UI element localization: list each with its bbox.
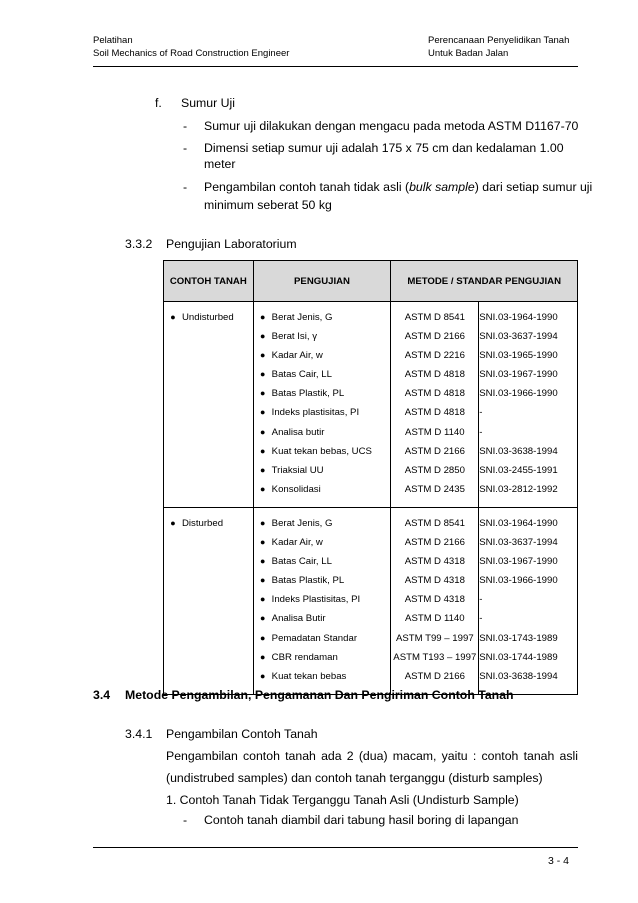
test-name: Batas Plastik, PL bbox=[271, 575, 345, 587]
test-name: Indeks plastisitas, PI bbox=[271, 407, 360, 419]
sub-341-item1: 1. Contoh Tanah Tidak Terganggu Tanah Asli (Undisturb Sample) bbox=[166, 793, 519, 807]
col-header-sample: CONTOH TANAH bbox=[164, 261, 254, 302]
test-item bbox=[254, 571, 391, 590]
table-group-disturbed bbox=[164, 507, 578, 694]
test-name: Batas Cair, LL bbox=[271, 369, 332, 381]
test-name: CBR rendaman bbox=[271, 651, 338, 663]
astm-standard: ASTM D 2166 bbox=[404, 331, 465, 343]
header-left bbox=[93, 34, 289, 60]
test-cell bbox=[253, 507, 391, 694]
bullet-icon: ● bbox=[259, 407, 266, 418]
astm-standard: ASTM D 2216 bbox=[404, 350, 465, 362]
astm-cell bbox=[391, 302, 479, 508]
test-name: Pemadatan Standar bbox=[271, 632, 358, 644]
test-name: Kuat tekan bebas bbox=[271, 670, 347, 682]
bullet-icon: ● bbox=[259, 651, 266, 662]
lab-section-title: Pengujian Laboratorium bbox=[166, 237, 297, 251]
header-right-line1: Perencanaan Penyelidikan Tanah bbox=[428, 35, 570, 46]
astm-standard: ASTM D 2166 bbox=[404, 670, 465, 682]
sumur-dash-1: - bbox=[183, 119, 188, 133]
test-item bbox=[254, 648, 391, 667]
sni-standard: SNI.03-3638-1994 bbox=[479, 445, 558, 457]
bullet-icon: ● bbox=[259, 594, 266, 605]
astm-cell bbox=[391, 507, 479, 694]
bullet-icon: ● bbox=[259, 556, 266, 567]
test-name: Berat Jenis, G bbox=[271, 312, 333, 323]
test-item bbox=[254, 365, 391, 384]
sample-cell bbox=[164, 507, 254, 694]
bullet-icon: ● bbox=[259, 312, 266, 322]
sni-standard: SNI.03-1964-1990 bbox=[479, 312, 558, 323]
sample-type: Undisturbed bbox=[182, 312, 234, 323]
footer-rule bbox=[93, 847, 578, 848]
sni-standard: SNI.03-1966-1990 bbox=[479, 388, 558, 400]
sub-341-para-line1: Pengambilan contoh tanah ada 2 (dua) macam, yaitu : contoh tanah asli bbox=[166, 749, 578, 763]
section-34-number: 3.4 bbox=[93, 688, 111, 702]
sni-standard: SNI.03-1966-1990 bbox=[479, 575, 558, 587]
bullet-icon: ● bbox=[259, 537, 266, 548]
lab-section-number: 3.3.2 bbox=[125, 237, 153, 251]
astm-standard: ASTM D 8541 bbox=[404, 517, 465, 529]
bullet-icon: ● bbox=[259, 632, 266, 643]
astm-standard: ASTM D 4818 bbox=[404, 369, 465, 381]
sumur-dash-3: - bbox=[183, 180, 188, 194]
astm-standard: ASTM D 4318 bbox=[404, 556, 465, 568]
test-item bbox=[254, 346, 391, 365]
bullet-icon: ● bbox=[259, 575, 266, 586]
test-item bbox=[254, 609, 391, 628]
header-rule bbox=[93, 66, 578, 67]
astm-standard: ASTM D 2850 bbox=[404, 464, 465, 476]
test-item bbox=[254, 629, 391, 648]
test-item bbox=[254, 403, 391, 422]
sni-standard: - bbox=[479, 613, 483, 625]
bullet-icon: ● bbox=[170, 312, 176, 322]
sni-cell bbox=[479, 507, 578, 694]
test-name: Kuat tekan bebas, UCS bbox=[271, 445, 372, 457]
test-item bbox=[254, 461, 391, 480]
sub-341-title: Pengambilan Contoh Tanah bbox=[166, 727, 318, 741]
bullet-icon: ● bbox=[259, 388, 266, 399]
test-item bbox=[254, 552, 391, 571]
sni-standard: SNI.03-1964-1990 bbox=[479, 517, 558, 529]
test-name: Indeks Plastisitas, PI bbox=[271, 594, 361, 606]
astm-standard: ASTM D 4318 bbox=[404, 594, 465, 606]
test-name: Konsolidasi bbox=[271, 483, 321, 495]
sni-standard: SNI.03-1967-1990 bbox=[479, 556, 558, 568]
test-item bbox=[254, 327, 391, 346]
astm-standard: ASTM D 4818 bbox=[404, 407, 465, 419]
header-right-line2: Untuk Badan Jalan bbox=[428, 48, 509, 59]
bullet-icon: ● bbox=[259, 331, 266, 342]
sni-standard: SNI.03-1744-1989 bbox=[479, 651, 558, 663]
test-name: Batas Plastik, PL bbox=[271, 388, 345, 400]
test-item bbox=[254, 514, 391, 533]
sni-standard: SNI.03-3637-1994 bbox=[479, 537, 558, 549]
test-item bbox=[254, 590, 391, 609]
col-header-method: METODE / STANDAR PENGUJIAN bbox=[391, 261, 578, 302]
sumur-item-3-line2: minimum seberat 50 kg bbox=[204, 198, 332, 212]
test-name: Berat Isi, γ bbox=[271, 331, 317, 343]
test-item bbox=[254, 442, 391, 461]
test-name: Analisa Butir bbox=[271, 613, 326, 625]
astm-standard: ASTM D 2166 bbox=[404, 537, 465, 549]
astm-standard: ASTM D 4318 bbox=[404, 575, 465, 587]
astm-standard: ASTM D 2435 bbox=[404, 483, 465, 495]
bullet-icon: ● bbox=[259, 369, 266, 380]
sumur-item-3-line1: Pengambilan contoh tanah tidak asli (bulk sample) dari setiap sumur uji bbox=[204, 180, 593, 194]
sni-standard: - bbox=[479, 426, 483, 438]
sni-standard: SNI.03-2455-1991 bbox=[479, 464, 558, 476]
sample-cell bbox=[164, 302, 254, 508]
sni-standard: - bbox=[479, 407, 483, 419]
sub-341-item1-sub: Contoh tanah diambil dari tabung hasil boring di lapangan bbox=[204, 813, 519, 827]
sumur-item-2-line2: meter bbox=[204, 157, 236, 171]
sni-standard: SNI.03-1967-1990 bbox=[479, 369, 558, 381]
bullet-icon: ● bbox=[259, 517, 266, 528]
header-left-line2: Soil Mechanics of Road Construction Engineer bbox=[93, 48, 290, 59]
sni-standard: SNI.03-3638-1994 bbox=[479, 670, 558, 682]
bullet-icon: ● bbox=[259, 350, 266, 361]
test-item bbox=[254, 533, 391, 552]
sample-type: Disturbed bbox=[182, 517, 224, 529]
bullet-icon: ● bbox=[259, 483, 266, 494]
test-cell bbox=[253, 302, 391, 508]
sumur-item-2-line1: Dimensi setiap sumur uji adalah 175 x 75 cm dan kedalaman 1.00 bbox=[204, 141, 564, 155]
sni-standard: SNI.03-1965-1990 bbox=[479, 350, 558, 362]
test-name: Analisa butir bbox=[271, 426, 325, 438]
test-name: Triaksial UU bbox=[271, 464, 324, 476]
sumur-label: f. bbox=[155, 96, 162, 110]
test-name: Berat Jenis, G bbox=[271, 517, 333, 529]
sumur-dash-2: - bbox=[183, 141, 188, 155]
astm-standard: ASTM D 2166 bbox=[404, 445, 465, 457]
bullet-icon: ● bbox=[259, 613, 266, 624]
test-item bbox=[254, 384, 391, 403]
sub-341-para-line2: (undistrubed samples) dan contoh tanah terganggu (disturb samples) bbox=[166, 771, 543, 785]
sni-standard: SNI.03-3637-1994 bbox=[479, 331, 558, 343]
bullet-icon: ● bbox=[170, 517, 176, 528]
lab-test-table bbox=[163, 260, 578, 695]
sni-standard: SNI.03-1743-1989 bbox=[479, 632, 558, 644]
astm-standard: ASTM D 8541 bbox=[404, 312, 465, 323]
header-left-line1: Pelatihan bbox=[93, 35, 133, 46]
table-group-undisturbed bbox=[164, 302, 578, 508]
sub-341-number: 3.4.1 bbox=[125, 727, 153, 741]
sni-standard: SNI.03-2812-1992 bbox=[479, 483, 558, 495]
astm-standard: ASTM T99 – 1997 bbox=[395, 632, 474, 644]
sni-standard: - bbox=[479, 594, 483, 606]
test-name: Kadar Air, w bbox=[271, 537, 323, 549]
test-item bbox=[254, 480, 391, 499]
page-number: 3 - 4 bbox=[548, 855, 570, 867]
astm-standard: ASTM D 1140 bbox=[405, 613, 465, 625]
sni-cell bbox=[479, 302, 578, 508]
test-item bbox=[254, 308, 391, 327]
astm-standard: ASTM T193 – 1997 bbox=[393, 651, 477, 663]
sumur-item-1: Sumur uji dilakukan dengan mengacu pada metoda ASTM D1167-70 bbox=[204, 119, 579, 133]
test-name: Batas Cair, LL bbox=[271, 556, 332, 568]
test-item bbox=[254, 423, 391, 442]
bulk-sample-term: bulk sample bbox=[409, 180, 475, 194]
test-name: Kadar Air, w bbox=[271, 350, 323, 362]
sumur-title: Sumur Uji bbox=[181, 96, 235, 110]
sub-341-item1-dash: - bbox=[183, 813, 188, 827]
header-right bbox=[428, 34, 569, 60]
test-item bbox=[254, 667, 391, 686]
astm-standard: ASTM D 4818 bbox=[404, 388, 465, 400]
bullet-icon: ● bbox=[259, 464, 266, 475]
section-34-title: Metode Pengambilan, Pengamanan Dan Pengiriman Contoh Tanah bbox=[125, 688, 514, 702]
table-body bbox=[164, 302, 578, 695]
col-header-test: PENGUJIAN bbox=[253, 261, 391, 302]
bullet-icon: ● bbox=[259, 426, 266, 437]
bullet-icon: ● bbox=[259, 445, 266, 456]
bullet-icon: ● bbox=[259, 670, 266, 681]
astm-standard: ASTM D 1140 bbox=[405, 426, 465, 438]
